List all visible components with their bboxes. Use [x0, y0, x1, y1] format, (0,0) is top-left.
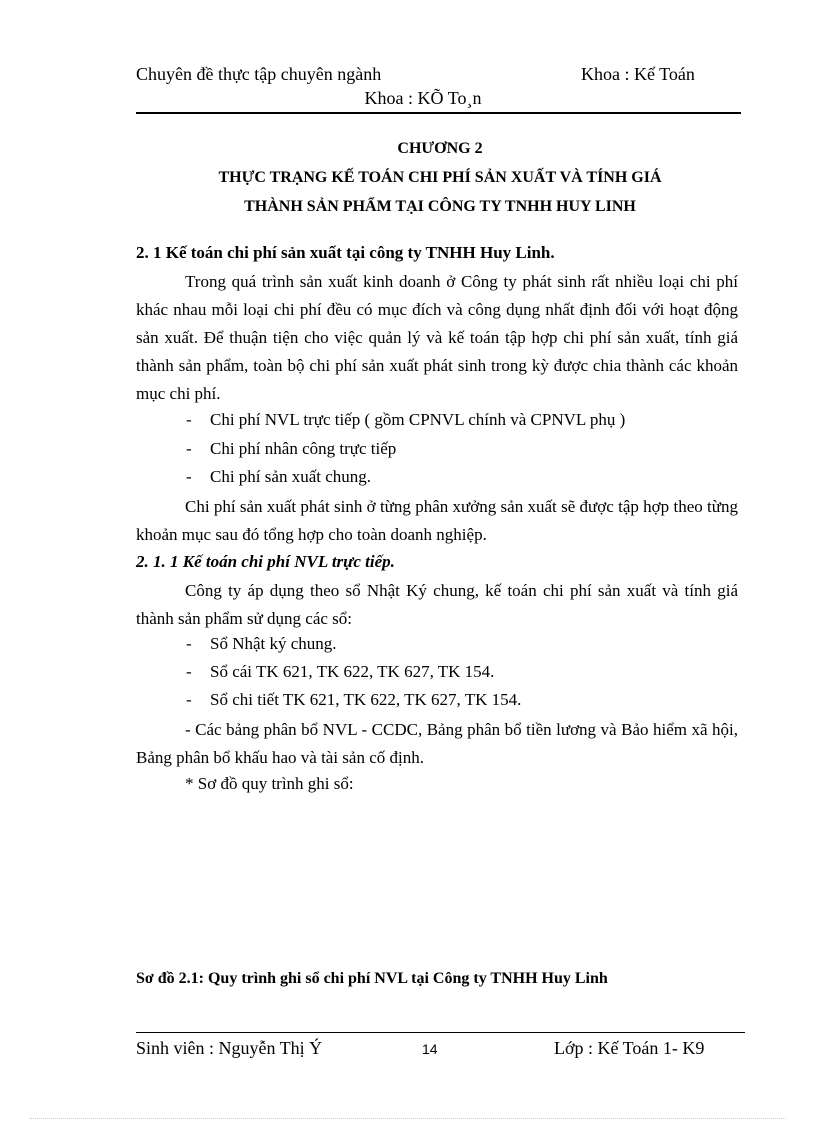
- header-divider: [136, 112, 741, 114]
- header-left-text: Chuyên đề thực tập chuyên ngành: [136, 64, 382, 84]
- footer-student: Sinh viên : Nguyễn Thị Ý: [136, 1038, 323, 1058]
- subsection-title: 2. 1. 1 Kế toán chi phí NVL trực tiếp.: [136, 552, 395, 571]
- chapter-heading: [130, 134, 750, 221]
- bullet-dash: -: [186, 690, 192, 709]
- page-bottom-border: [30, 1118, 786, 1119]
- bullet-dash: -: [186, 467, 192, 486]
- page-number: 14: [422, 1041, 438, 1057]
- bullet-dash: -: [186, 634, 192, 653]
- section-title: 2. 1 Kế toán chi phí sản xuất tại công ty TNHH Huy Linh.: [136, 243, 555, 262]
- bullet-text: Sổ chi tiết TK 621, TK 622, TK 627, TK 154.: [210, 690, 522, 709]
- diagram-intro: * Sơ đồ quy trình ghi sổ:: [185, 774, 354, 793]
- bullet-text: Chi phí NVL trực tiếp ( gồm CPNVL chính và CPNVL phụ ): [210, 410, 626, 429]
- bullet-dash: -: [186, 662, 192, 681]
- bullet-item: [186, 690, 521, 710]
- section-paragraph-1: Trong quá trình sản xuất kinh doanh ở Công ty phát sinh rất nhiều loại chi phí khác nhau mỗi loại chi phí đều có mục đích và công dụng nhất định đối với hoạt động sản xuất. Để thuận tiện cho việc quản lý và kế toán tập hợp chi phí sản xuất, tính giá thành sản phẩm, toàn bộ chi phí sản xuất phát sinh trong kỳ được chia thành các khoản mục chi phí.: [136, 272, 738, 403]
- header-row: [136, 64, 716, 90]
- section-paragraph-2: Chi phí sản xuất phát sinh ở từng phân xưởng sản xuất sẽ được tập hợp theo từng khoản mục sau đó tổng hợp cho toàn doanh nghiệp.: [136, 497, 738, 544]
- bullet-item: [186, 410, 625, 430]
- bullet-text: Chi phí nhân công trực tiếp: [210, 439, 397, 458]
- chapter-title-line-2: THÀNH SẢN PHẨM TẠI CÔNG TY TNHH HUY LINH: [244, 198, 636, 215]
- bullet-item: [186, 634, 337, 654]
- chapter-title-line-1: THỰC TRẠNG KẾ TOÁN CHI PHÍ SẢN XUẤT VÀ TÍNH GIÁ: [218, 169, 662, 186]
- footer-divider: [136, 1032, 745, 1033]
- bullet-text: Sổ Nhật ký chung.: [210, 634, 337, 653]
- subsection-paragraph-1: Công ty áp dụng theo sổ Nhật Ký chung, kế toán chi phí sản xuất và tính giá thành sản phẩm sử dụng các sổ:: [136, 581, 738, 628]
- bullet-item: [186, 439, 396, 459]
- header-right-text: Khoa : Kế Toán: [581, 64, 695, 84]
- bullet-item: [186, 467, 371, 487]
- diagram-caption: Sơ đồ 2.1: Quy trình ghi sổ chi phí NVL tại Công ty TNHH Huy Linh: [136, 970, 608, 987]
- chapter-number: CHƯƠNG 2: [397, 140, 483, 157]
- bullet-dash: -: [186, 439, 192, 458]
- bullet-dash: -: [186, 410, 192, 429]
- bullet-text: Chi phí sản xuất chung.: [210, 467, 372, 486]
- header-second-line: Khoa : KÕ To¸n: [364, 88, 482, 108]
- page-footer: [136, 1038, 744, 1064]
- footer-class: Lớp : Kế Toán 1- K9: [554, 1038, 705, 1058]
- subsection-paragraph-2: - Các bảng phân bổ NVL - CCDC, Bảng phân bổ tiền lương và Bảo hiểm xã hội, Bảng phân bổ khấu hao và tài sản cố định.: [136, 720, 738, 767]
- bullet-item: [186, 662, 494, 682]
- bullet-text: Sổ cái TK 621, TK 622, TK 627, TK 154.: [210, 662, 495, 681]
